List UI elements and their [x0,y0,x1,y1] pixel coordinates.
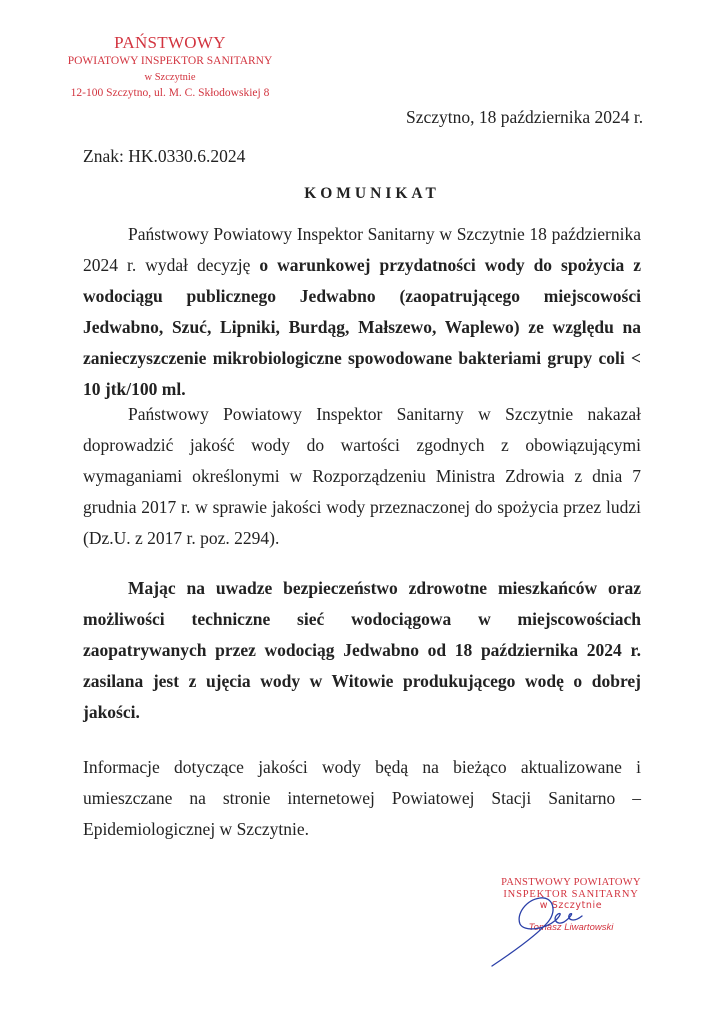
paragraph-information [83,752,641,845]
paragraph-order [83,399,641,554]
stamp-line-office: POWIATOWY INSPEKTOR SANITARNY [67,55,273,67]
stamp-line-title: PAŃSTWOWY [114,33,226,52]
date-line: Szczytno, 18 października 2024 r. [406,107,644,127]
stamp-line-address: 12-100 Szczytno, ul. M. C. Skłodowskiej 8 [70,87,270,99]
paragraph-decision [83,219,641,405]
reference-number: Znak: HK.0330.6.2024 [83,146,246,166]
header-stamp [40,34,300,100]
paragraph-information-text: Informacje dotyczące jakości wody będą na bieżąco aktualizowane i umieszczane na stronie internetowej Powiatowej Stacji Sanitarno – Epidemiologicznej w Szczytnie. [83,757,641,839]
signature-stroke [492,898,582,966]
paragraph-decision-intro: Państwowy Powiatowy Inspektor Sanitarny w Szczytnie 18 października 2024 r. wydał decyzję [83,224,641,275]
signatory-name: Tomasz Liwartowski [528,921,614,933]
stamp-line-city: w Szczytnie [144,71,196,83]
paragraph-order-text: Państwowy Powiatowy Inspektor Sanitarny w Szczytnie nakazał doprowadzić jakość wody do wartości zgodnych z obowiązującymi wymaganiami określonymi w Rozporządzeniu Ministra Zdrowia z dnia 7 grudnia 2017 r. w sprawie jakości wody przeznaczonej do spożycia przez ludzi (Dz.U. z 2017 r. poz. 2294). [83,404,641,548]
signature-stamp-line2: INSPEKTOR SANITARNY [503,888,639,900]
paragraph-decision-bold: o warunkowej przydatności wody do spożycia z wodociągu publicznego Jedwabno (zaopatrującego miejscowości Jedwabno, Szuć, Lipniki, Burdąg, Małszewo, Waplewo) ze względu na zanieczyszczenie mikrobiologiczne spowodowane bakteriami grupy coli < 10 jtk/100 ml. [83,255,641,399]
document-title: KOMUNIKAT [304,185,440,202]
signature-stamp-line3: w Szczytnie [539,900,603,911]
handwritten-signature [486,888,596,968]
signature-stamp-line1: PANSTWOWY POWIATOWY [501,877,641,888]
paragraph-supply [83,573,641,728]
paragraph-supply-text: Mając na uwadze bezpieczeństwo zdrowotne mieszkańców oraz możliwości techniczne sieć wodociągowa w miejscowościach zaopatrywanych przez wodociąg Jedwabno od 18 października 2024 r. zasilana jest z ujęcia wody w Witowie produkującego wodę o dobrej jakości. [83,578,641,722]
